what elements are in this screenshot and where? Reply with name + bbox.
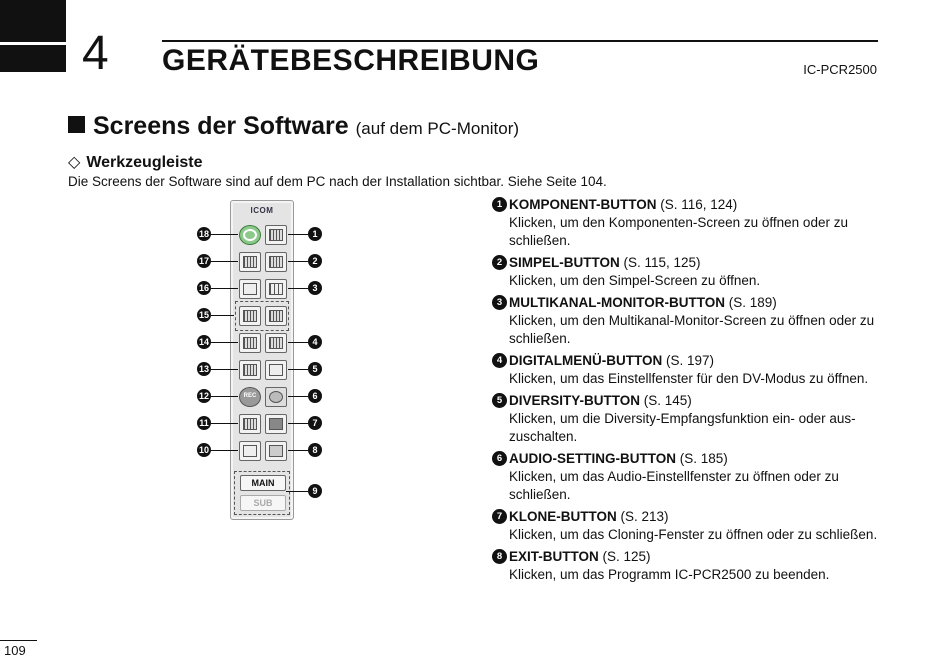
leader-8	[288, 450, 308, 451]
callout-12: 12	[198, 391, 209, 401]
tab-divider	[0, 42, 66, 45]
subsection-title	[68, 152, 203, 172]
clone-button-icon	[265, 414, 287, 434]
item-name: SIMPEL-BUTTON	[509, 255, 620, 270]
main-button: MAIN	[240, 475, 286, 491]
item-ref: (S. 185)	[676, 451, 728, 466]
item-desc: Klicken, um den Komponenten-Screen zu öffnen oder zu schließen.	[509, 215, 848, 248]
item-number: 5	[492, 393, 507, 408]
chapter-number: 4	[82, 27, 109, 80]
leader-1	[288, 234, 308, 235]
leader-5	[288, 369, 308, 370]
list-item	[492, 548, 880, 584]
list-item	[492, 196, 880, 250]
callout-6: 6	[308, 389, 322, 403]
chapter-tab	[0, 0, 66, 72]
item-number: 7	[492, 509, 507, 524]
item-desc: Klicken, um die Diversity-Empfangsfunktion ein- oder auszuschalten.	[509, 411, 856, 444]
page-number-rule	[0, 640, 37, 641]
item-name: MULTIKANAL-MONITOR-BUTTON	[509, 295, 725, 310]
list-item	[492, 294, 880, 348]
chapter-title: GERÄTEBESCHREIBUNG	[162, 44, 540, 77]
callout-8: 8	[308, 443, 322, 457]
page-number: 109	[4, 643, 26, 658]
section-title	[68, 112, 519, 141]
rec-button-icon: REC	[239, 387, 261, 407]
callout-2: 2	[308, 254, 322, 268]
scope-sub-button-icon	[265, 306, 287, 326]
item-ref: (S. 145)	[640, 393, 692, 408]
callout-4: 4	[308, 335, 322, 349]
leader-2	[288, 261, 308, 262]
item-desc: Klicken, um den Multikanal-Monitor-Screen zu öffnen oder zu schließen.	[509, 313, 875, 346]
item-name: DIVERSITY-BUTTON	[509, 393, 641, 408]
subsection-title-text: Werkzeugleiste	[86, 154, 203, 171]
connect-button-icon	[239, 441, 261, 461]
item-number: 2	[492, 255, 507, 270]
item-name: KLONE-BUTTON	[509, 509, 617, 524]
leader-4	[288, 342, 308, 343]
dual-screen-button-icon	[239, 360, 261, 380]
multichannel-monitor-button-icon	[265, 279, 287, 299]
item-name: KOMPONENT-BUTTON	[509, 197, 657, 212]
dsp-button-icon	[239, 333, 261, 353]
leader-16	[211, 288, 238, 289]
icom-logo: ICOM	[250, 206, 274, 215]
diversity-button-icon	[265, 360, 287, 380]
item-ref: (S. 197)	[662, 353, 715, 368]
audio-setting-button-icon	[265, 387, 287, 407]
diamond-icon: ◇	[68, 154, 81, 171]
component-button-icon	[265, 225, 287, 245]
model-name: IC-PCR2500	[803, 62, 877, 77]
item-ref: (S. 116, 124)	[656, 197, 738, 212]
leader-6	[288, 396, 308, 397]
callout-14: 14	[198, 337, 209, 347]
screen-button-icon	[239, 252, 261, 272]
item-ref: (S. 189)	[724, 295, 777, 310]
item-number: 1	[492, 197, 507, 212]
list-item	[492, 352, 880, 388]
item-ref: (S. 125)	[598, 549, 651, 564]
callout-16: 16	[198, 283, 209, 293]
scope-main-button-icon	[239, 306, 261, 326]
item-number: 4	[492, 353, 507, 368]
callout-10: 10	[198, 445, 209, 455]
leader-12	[211, 396, 238, 397]
list-item	[492, 254, 880, 290]
section-subtitle: (auf dem PC-Monitor)	[355, 119, 520, 138]
header-rule	[162, 40, 878, 42]
item-desc: Klicken, um das Einstellfenster für den DV-Modus zu öffnen.	[509, 371, 869, 386]
item-name: EXIT-BUTTON	[509, 549, 599, 564]
scan-button-icon	[239, 414, 261, 434]
leader-9	[286, 491, 308, 492]
item-name: AUDIO-SETTING-BUTTON	[509, 451, 676, 466]
callout-17: 17	[198, 256, 209, 266]
item-desc: Klicken, um das Cloning-Fenster zu öffnen oder zu schließen.	[509, 527, 878, 542]
item-desc: Klicken, um das Programm IC-PCR2500 zu beenden.	[509, 567, 830, 582]
callout-18: 18	[198, 229, 209, 239]
leader-14	[211, 342, 238, 343]
item-desc: Klicken, um das Audio-Einstellfenster zu öffnen oder zu schließen.	[509, 469, 839, 502]
button-description-list	[492, 196, 880, 588]
leader-7	[288, 423, 308, 424]
item-desc: Klicken, um den Simpel-Screen zu öffnen.	[509, 273, 761, 288]
callout-11: 11	[197, 416, 211, 430]
item-number: 8	[492, 549, 507, 564]
exit-button-icon	[265, 441, 287, 461]
item-ref: (S. 213)	[616, 509, 669, 524]
digital-menu-button-icon	[265, 333, 287, 353]
list-item	[492, 508, 880, 544]
callout-1: 1	[308, 227, 322, 241]
list-item	[492, 392, 880, 446]
intro-text: Die Screens der Software sind auf dem PC nach der Installation sichtbar. Siehe Seite 104.	[68, 174, 607, 189]
item-ref: (S. 115, 125)	[619, 255, 701, 270]
leader-10	[211, 450, 238, 451]
item-name: DIGITALMENÜ-BUTTON	[509, 353, 663, 368]
callout-13: 13	[198, 364, 209, 374]
sub-button: SUB	[240, 495, 286, 511]
power-button-icon	[239, 225, 261, 245]
toolbar-illustration	[230, 200, 294, 520]
callout-15: 15	[198, 310, 209, 320]
square-bullet-icon	[68, 116, 85, 133]
item-number: 3	[492, 295, 507, 310]
list-item	[492, 450, 880, 504]
leader-17	[211, 261, 238, 262]
callout-7: 7	[308, 416, 322, 430]
leader-13	[211, 369, 238, 370]
item-number: 6	[492, 451, 507, 466]
memo-button-icon	[239, 279, 261, 299]
section-title-text: Screens der Software	[93, 112, 349, 140]
simple-button-icon	[265, 252, 287, 272]
leader-11	[211, 423, 238, 424]
leader-15	[211, 315, 234, 316]
callout-5: 5	[308, 362, 322, 376]
leader-3	[288, 288, 308, 289]
leader-18	[211, 234, 238, 235]
callout-3: 3	[308, 281, 322, 295]
callout-9: 9	[308, 484, 322, 498]
